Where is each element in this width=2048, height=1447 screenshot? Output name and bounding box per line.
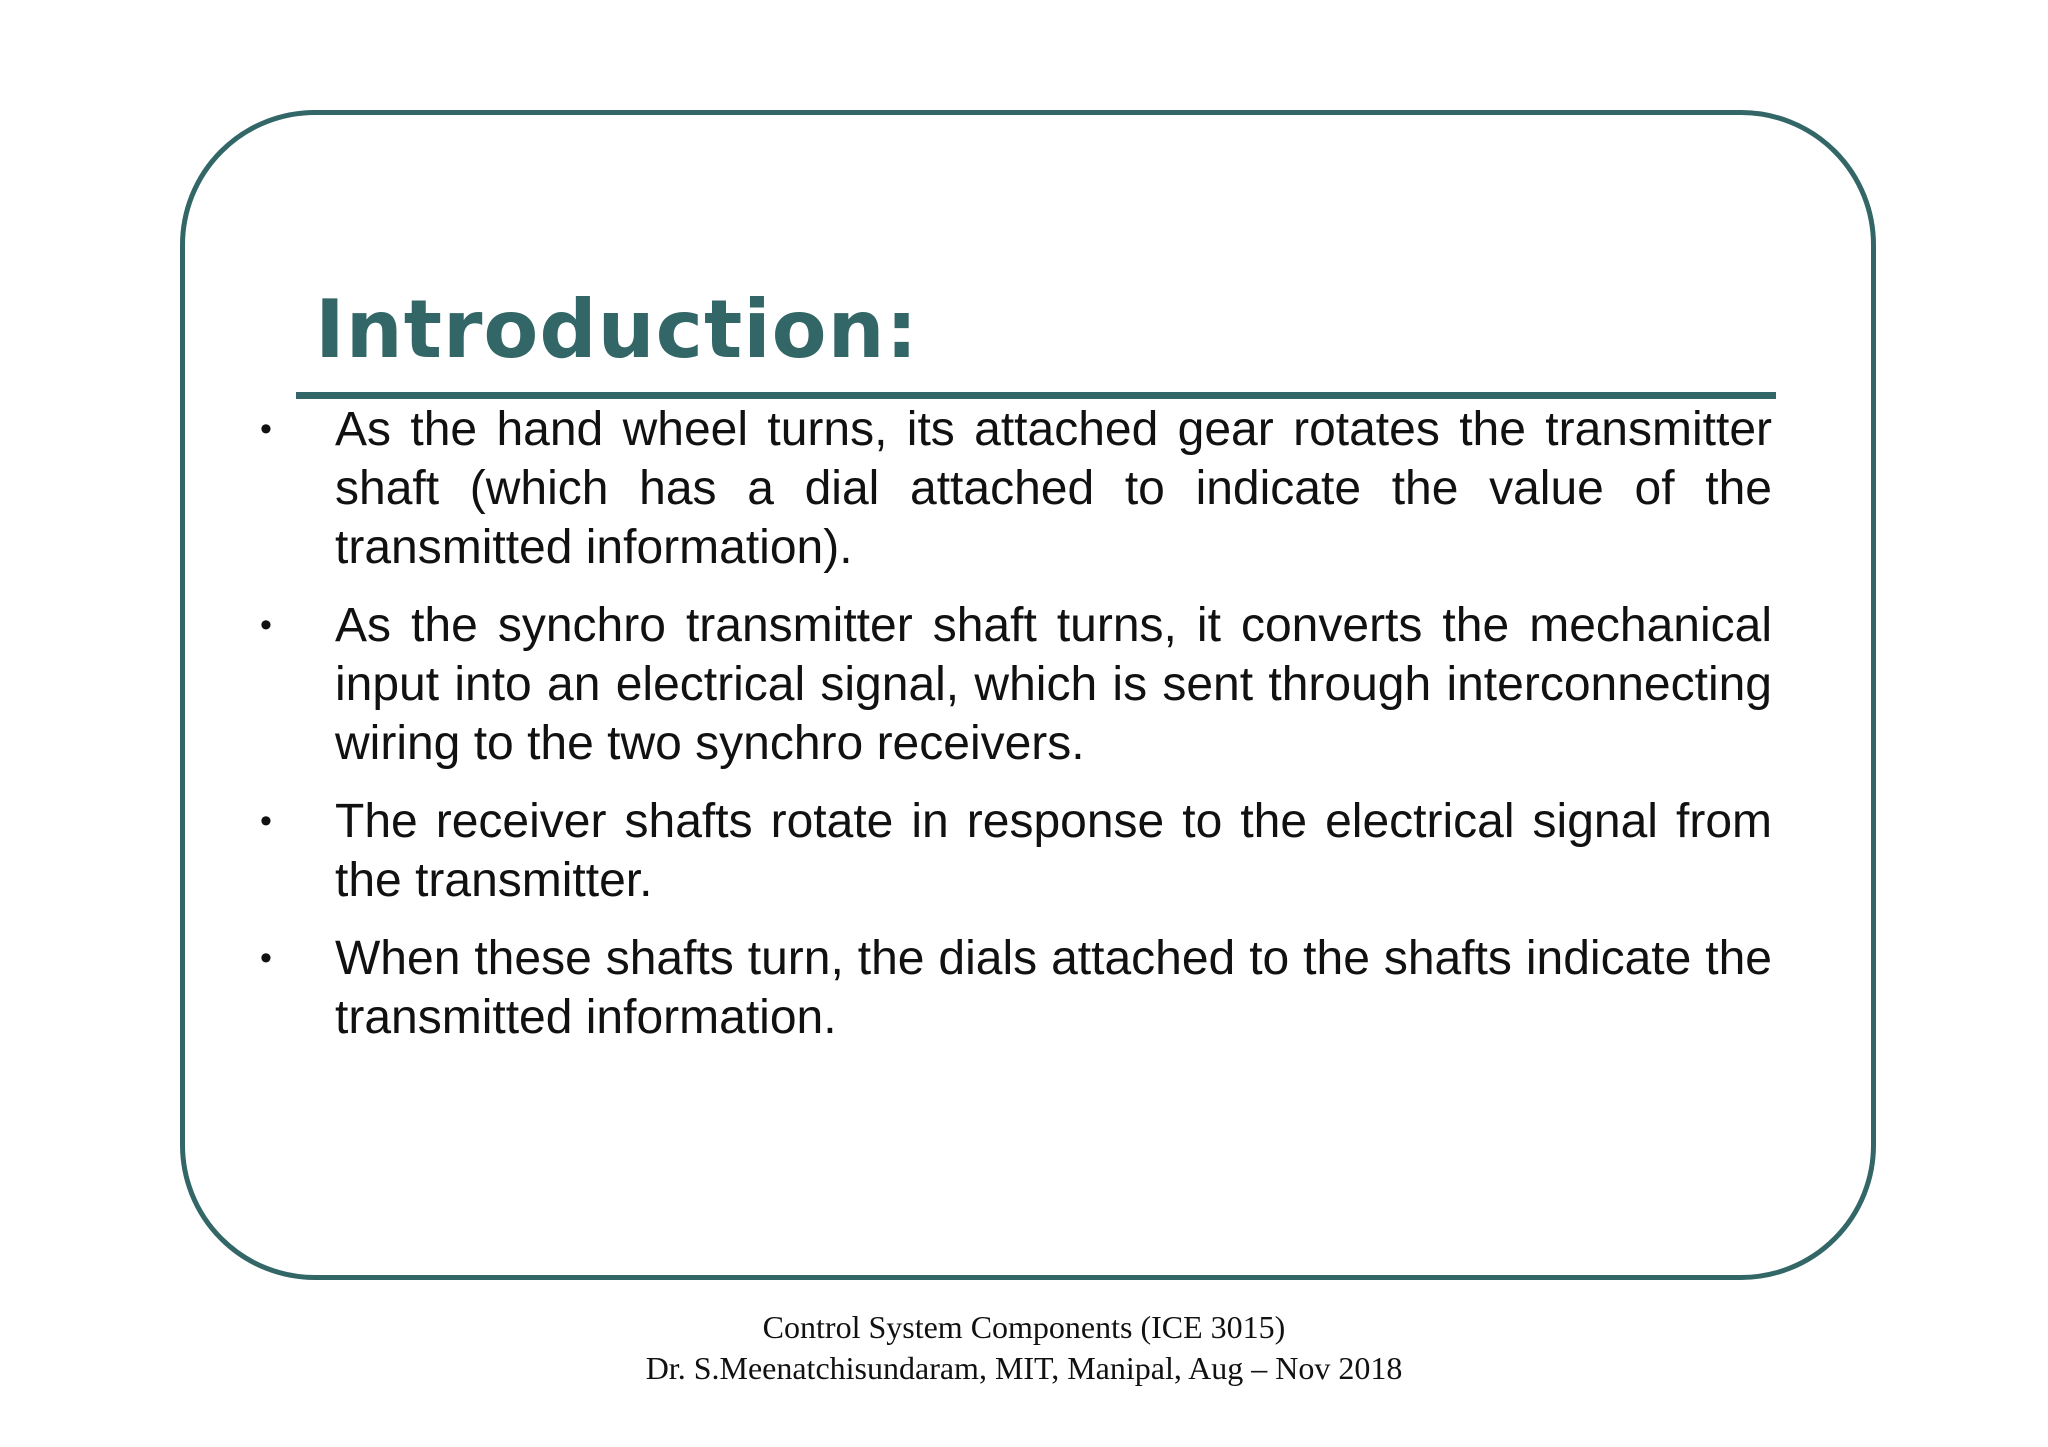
footer-author: Dr. S.Meenatchisundaram, MIT, Manipal, Aug – Nov 2018 (645, 1350, 1403, 1386)
bullet-text: As the synchro transmitter shaft turns, it converts the mechanical input into an electrical signal, which is sent through interconnecting wiring to the two synchro receivers. (335, 599, 1772, 770)
bullet-item (260, 596, 1772, 773)
bullet-item (260, 400, 1772, 577)
bullet-text: When these shafts turn, the dials attached to the shafts indicate the transmitted information. (335, 932, 1772, 1044)
bullet-text: As the hand wheel turns, its attached gear rotates the transmitter shaft (which has a dial attached to indicate the value of the transmitted information). (335, 403, 1772, 574)
bullet-icon: • (260, 410, 272, 448)
footer-course: Control System Components (ICE 3015) (762, 1309, 1286, 1345)
bullet-list (260, 400, 1772, 1066)
bullet-text: The receiver shafts rotate in response to the electrical signal from the transmitter. (335, 795, 1772, 907)
bullet-icon: • (260, 939, 272, 977)
slide-title: Introduction: (315, 283, 919, 376)
bullet-icon: • (260, 802, 272, 840)
title-underline (296, 392, 1776, 399)
bullet-icon: • (260, 606, 272, 644)
bullet-item (260, 792, 1772, 910)
bullet-item (260, 929, 1772, 1047)
